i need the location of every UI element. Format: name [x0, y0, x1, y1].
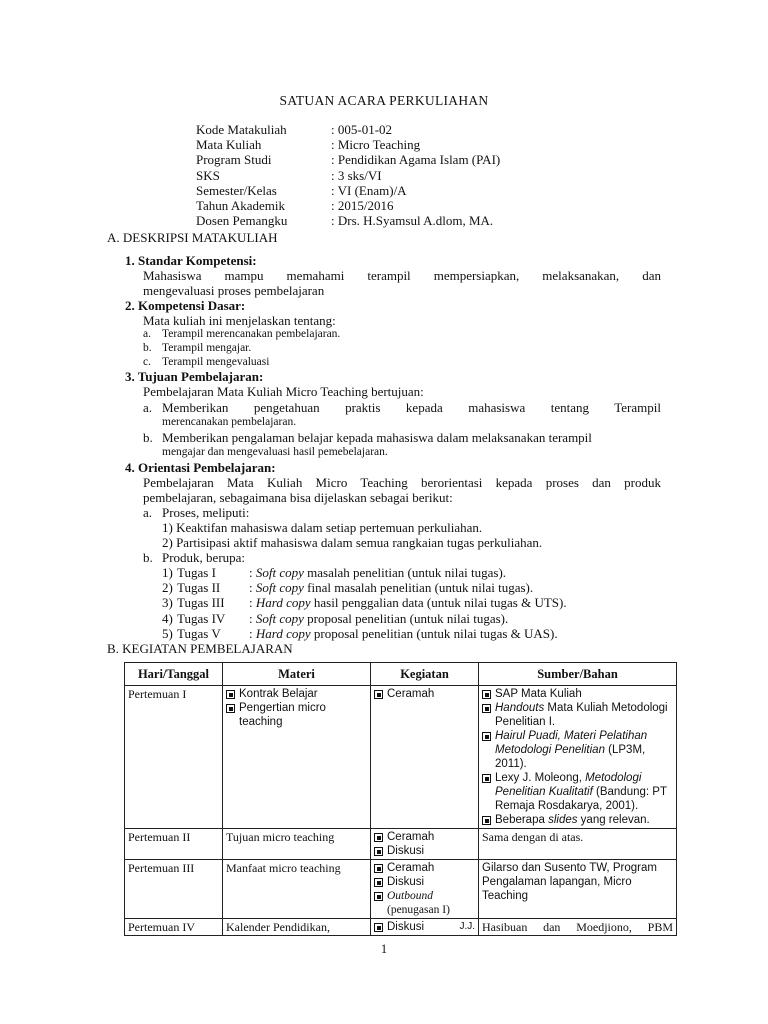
kegiatan-cell — [371, 686, 479, 829]
tugas-em: Soft copy — [255, 565, 304, 580]
table-row — [125, 860, 677, 919]
tugas-em: Hard copy — [255, 625, 311, 641]
info-label: Program Studi — [196, 152, 272, 168]
table-row — [125, 919, 677, 936]
info-label: Semester/Kelas — [196, 182, 277, 198]
kd-marker-c: c. — [143, 356, 151, 368]
info-value: : 2015/2016 — [331, 198, 394, 213]
page-title: SATUAN ACARA PERKULIAHAN — [279, 93, 489, 108]
tugas-description — [249, 580, 533, 595]
standar-kompetensi-line2: mengevaluasi proses pembelajaran — [143, 283, 325, 298]
checkbox-icon — [226, 690, 235, 699]
tugas-text: final masalah penelitian (untuk nilai tugas). — [303, 580, 534, 596]
header-sumber: Sumber/Bahan — [479, 663, 677, 686]
checkbox-icon — [374, 923, 383, 932]
table-row — [125, 686, 677, 829]
tugas-number: 3) — [162, 595, 173, 611]
table-row — [125, 829, 677, 860]
tugas-text: masalah penelitian (untuk nilai tugas). — [303, 565, 507, 580]
sumber-cell: Gilarso dan Susento TW, Program Pengalaman lapangan, Micro Teaching — [479, 860, 677, 919]
kd-item-a: Terampil merencanakan pembelajaran. — [162, 328, 341, 340]
tugas-description — [249, 626, 558, 641]
tujuan-heading: 3. Tujuan Pembelajaran: — [125, 369, 264, 384]
tujuan-intro: Pembelajaran Mata Kuliah Micro Teaching bertujuan: — [143, 384, 424, 399]
sumber-cell — [479, 686, 677, 829]
sumber-text: SAP Mata Kuliah — [495, 688, 582, 700]
day-cell: Pertemuan II — [125, 829, 223, 860]
kd-marker-b: b. — [143, 342, 152, 354]
tujuan-b-line2: mengajar dan mengevaluasi hasil pemebelajaran. — [162, 446, 388, 458]
kompetensi-dasar-heading: 2. Kompetensi Dasar: — [125, 298, 246, 313]
kegiatan-text: Diskusi — [387, 876, 425, 888]
tugas-em: Hard copy — [255, 595, 311, 611]
checkbox-icon — [482, 732, 491, 741]
tugas-number: 2) — [162, 580, 173, 596]
orientasi-line2: pembelajaran, sebagaimana bisa dijelaskan sebagai berikut: — [143, 490, 453, 505]
checkbox-icon — [482, 704, 491, 713]
tugas-separator: : — [249, 625, 253, 641]
kegiatan-cell — [371, 860, 479, 919]
tujuan-marker-a: a. — [143, 400, 153, 415]
sumber-text: yang relevan. — [577, 814, 650, 826]
sumber-text: Lexy J. Moleong, — [495, 772, 586, 784]
tugas-separator: : — [249, 565, 253, 580]
kegiatan-text: Ceramah — [387, 862, 435, 874]
proses-item-1: 1) Keaktifan mahasiswa dalam setiap pertemuan perkuliahan. — [162, 520, 483, 535]
checkbox-icon — [374, 878, 383, 887]
kegiatan-text: Diskusi — [387, 921, 425, 933]
standar-kompetensi-heading: 1. Standar Kompetensi: — [125, 253, 257, 268]
tugas-name: Tugas IV — [177, 610, 226, 626]
materi-cell: Kalender Pendidikan, — [223, 919, 371, 936]
kegiatan-note: J.J. — [459, 921, 475, 932]
info-label: SKS — [196, 167, 220, 183]
tugas-name: Tugas I — [177, 565, 216, 580]
orientasi-heading: 4. Orientasi Pembelajaran: — [125, 460, 276, 475]
checkbox-icon — [374, 833, 383, 842]
info-label: Mata Kuliah — [196, 137, 262, 153]
kd-marker-a: a. — [143, 328, 151, 340]
tujuan-b-line1: Memberikan pengalaman belajar kepada mahasiswa dalam melaksanakan terampil — [162, 430, 592, 445]
tugas-separator: : — [249, 595, 253, 611]
materi-cell — [223, 686, 371, 829]
kegiatan-text: Diskusi — [387, 845, 425, 857]
sumber-em: Metodologi Penelitian Kualitatif — [495, 772, 642, 798]
checkbox-icon — [374, 864, 383, 873]
checkbox-icon — [482, 690, 491, 699]
tugas-em: Soft copy — [255, 610, 304, 626]
info-value: : Micro Teaching — [331, 137, 421, 153]
list-item — [226, 687, 367, 701]
kd-item-c: Terampil mengevaluasi — [162, 356, 270, 368]
tugas-text: proposal penelitian (untuk nilai tugas & UAS). — [310, 625, 558, 641]
sumber-text: (LP3M, 2011). — [495, 744, 646, 770]
sumber-em: Handouts — [495, 702, 545, 714]
header-hari: Hari/Tanggal — [125, 663, 223, 686]
standar-kompetensi-line1: Mahasiswa mampu memahami terampil mempersiapkan, melaksanakan, dan — [143, 268, 661, 283]
tugas-text: hasil penggalian data (untuk nilai tugas & UTS). — [310, 595, 567, 611]
info-value: : Pendidikan Agama Islam (PAI) — [331, 152, 501, 168]
section-b-heading: B. KEGIATAN PEMBELAJARAN — [107, 641, 293, 656]
tujuan-a-line1: Memberikan pengetahuan praktis kepada mahasiswa tentang Terampil — [162, 400, 661, 415]
tugas-name: Tugas V — [177, 625, 221, 641]
page-number: 1 — [380, 942, 388, 956]
materi-cell: Manfaat micro teaching — [223, 860, 371, 919]
tugas-description — [249, 565, 506, 580]
sumber-em: Hairul Puadi, Materi Pelatihan Metodologi Penelitian — [495, 730, 648, 756]
info-label: Dosen Pemangku — [196, 213, 288, 229]
checkbox-icon — [374, 892, 383, 901]
list-item — [482, 729, 673, 771]
day-cell: Pertemuan I — [125, 686, 223, 829]
list-item — [374, 920, 475, 934]
tugas-number: 5) — [162, 625, 173, 641]
list-item — [374, 875, 475, 889]
list-item — [482, 687, 673, 701]
kd-item-b: Terampil mengajar. — [162, 342, 252, 354]
materi-text: Pengertian micro teaching — [239, 702, 326, 728]
list-item — [482, 701, 673, 729]
tugas-separator: : — [249, 610, 253, 626]
list-item — [374, 687, 475, 701]
orientasi-marker-a: a. — [143, 505, 153, 520]
checkbox-icon — [374, 847, 383, 856]
tujuan-a-line2: merencanakan pembelajaran. — [162, 416, 297, 428]
kegiatan-text: Ceramah — [387, 688, 435, 700]
sumber-text: Beberapa — [495, 814, 549, 826]
info-value: : 3 sks/VI — [331, 167, 382, 183]
kegiatan-text: (penugasan I) — [387, 904, 450, 916]
table-header-row — [125, 663, 677, 686]
kegiatan-text: Ceramah — [387, 831, 435, 843]
tugas-name: Tugas III — [177, 595, 225, 611]
tugas-description — [249, 611, 508, 626]
checkbox-icon — [374, 690, 383, 699]
orientasi-line1: Pembelajaran Mata Kuliah Micro Teaching berorientasi kepada proses dan produk — [143, 475, 661, 490]
tugas-em: Soft copy — [255, 580, 304, 596]
checkbox-icon — [226, 704, 235, 713]
kegiatan-cell — [371, 829, 479, 860]
info-label: Kode Matakuliah — [196, 122, 287, 137]
day-cell: Pertemuan III — [125, 860, 223, 919]
info-value: : 005-01-02 — [331, 122, 393, 137]
list-item — [482, 771, 673, 813]
info-value: : Drs. H.Syamsul A.dlom, MA. — [331, 213, 494, 229]
list-item — [482, 813, 673, 827]
materi-text: Kontrak Belajar — [239, 688, 318, 700]
list-item — [374, 889, 475, 917]
tugas-number: 1) — [162, 565, 173, 580]
orientasi-proses: Proses, meliputi: — [162, 505, 250, 520]
proses-item-2: 2) Partisipasi aktif mahasiswa dalam semua rangkaian tugas perkuliahan. — [162, 535, 543, 550]
tugas-description — [249, 595, 567, 610]
kompetensi-dasar-intro: Mata kuliah ini menjelaskan tentang: — [143, 313, 336, 328]
kegiatan-em: Outbound — [387, 890, 433, 902]
orientasi-produk: Produk, berupa: — [162, 550, 246, 565]
kegiatan-cell — [371, 919, 479, 936]
tugas-separator: : — [249, 580, 253, 596]
sumber-cell: Sama dengan di atas. — [479, 829, 677, 860]
list-item — [374, 830, 475, 844]
list-item — [374, 844, 475, 858]
list-item — [226, 701, 367, 729]
tugas-name: Tugas II — [177, 580, 221, 596]
section-a-heading: A. DESKRIPSI MATAKULIAH — [107, 230, 278, 245]
tujuan-marker-b: b. — [143, 430, 153, 445]
sumber-text: Mata Kuliah Metodologi Penelitian I. — [495, 702, 668, 728]
orientasi-marker-b: b. — [143, 550, 153, 565]
tugas-number: 4) — [162, 610, 173, 626]
sumber-cell: Hasibuan dan Moedjiono, PBM — [479, 919, 677, 936]
tugas-text: proposal penelitian (untuk nilai tugas). — [303, 610, 509, 626]
header-materi: Materi — [223, 663, 371, 686]
kegiatan-table — [124, 662, 677, 936]
info-value: : VI (Enam)/A — [331, 182, 407, 198]
header-kegiatan: Kegiatan — [371, 663, 479, 686]
materi-cell: Tujuan micro teaching — [223, 829, 371, 860]
info-label: Tahun Akademik — [196, 198, 285, 213]
sumber-text: (Bandung: PT Remaja Rosdakarya, 2001). — [495, 786, 667, 812]
checkbox-icon — [482, 774, 491, 783]
list-item — [374, 861, 475, 875]
sumber-em: slides — [548, 814, 578, 826]
checkbox-icon — [482, 816, 491, 825]
day-cell: Pertemuan IV — [125, 919, 223, 936]
